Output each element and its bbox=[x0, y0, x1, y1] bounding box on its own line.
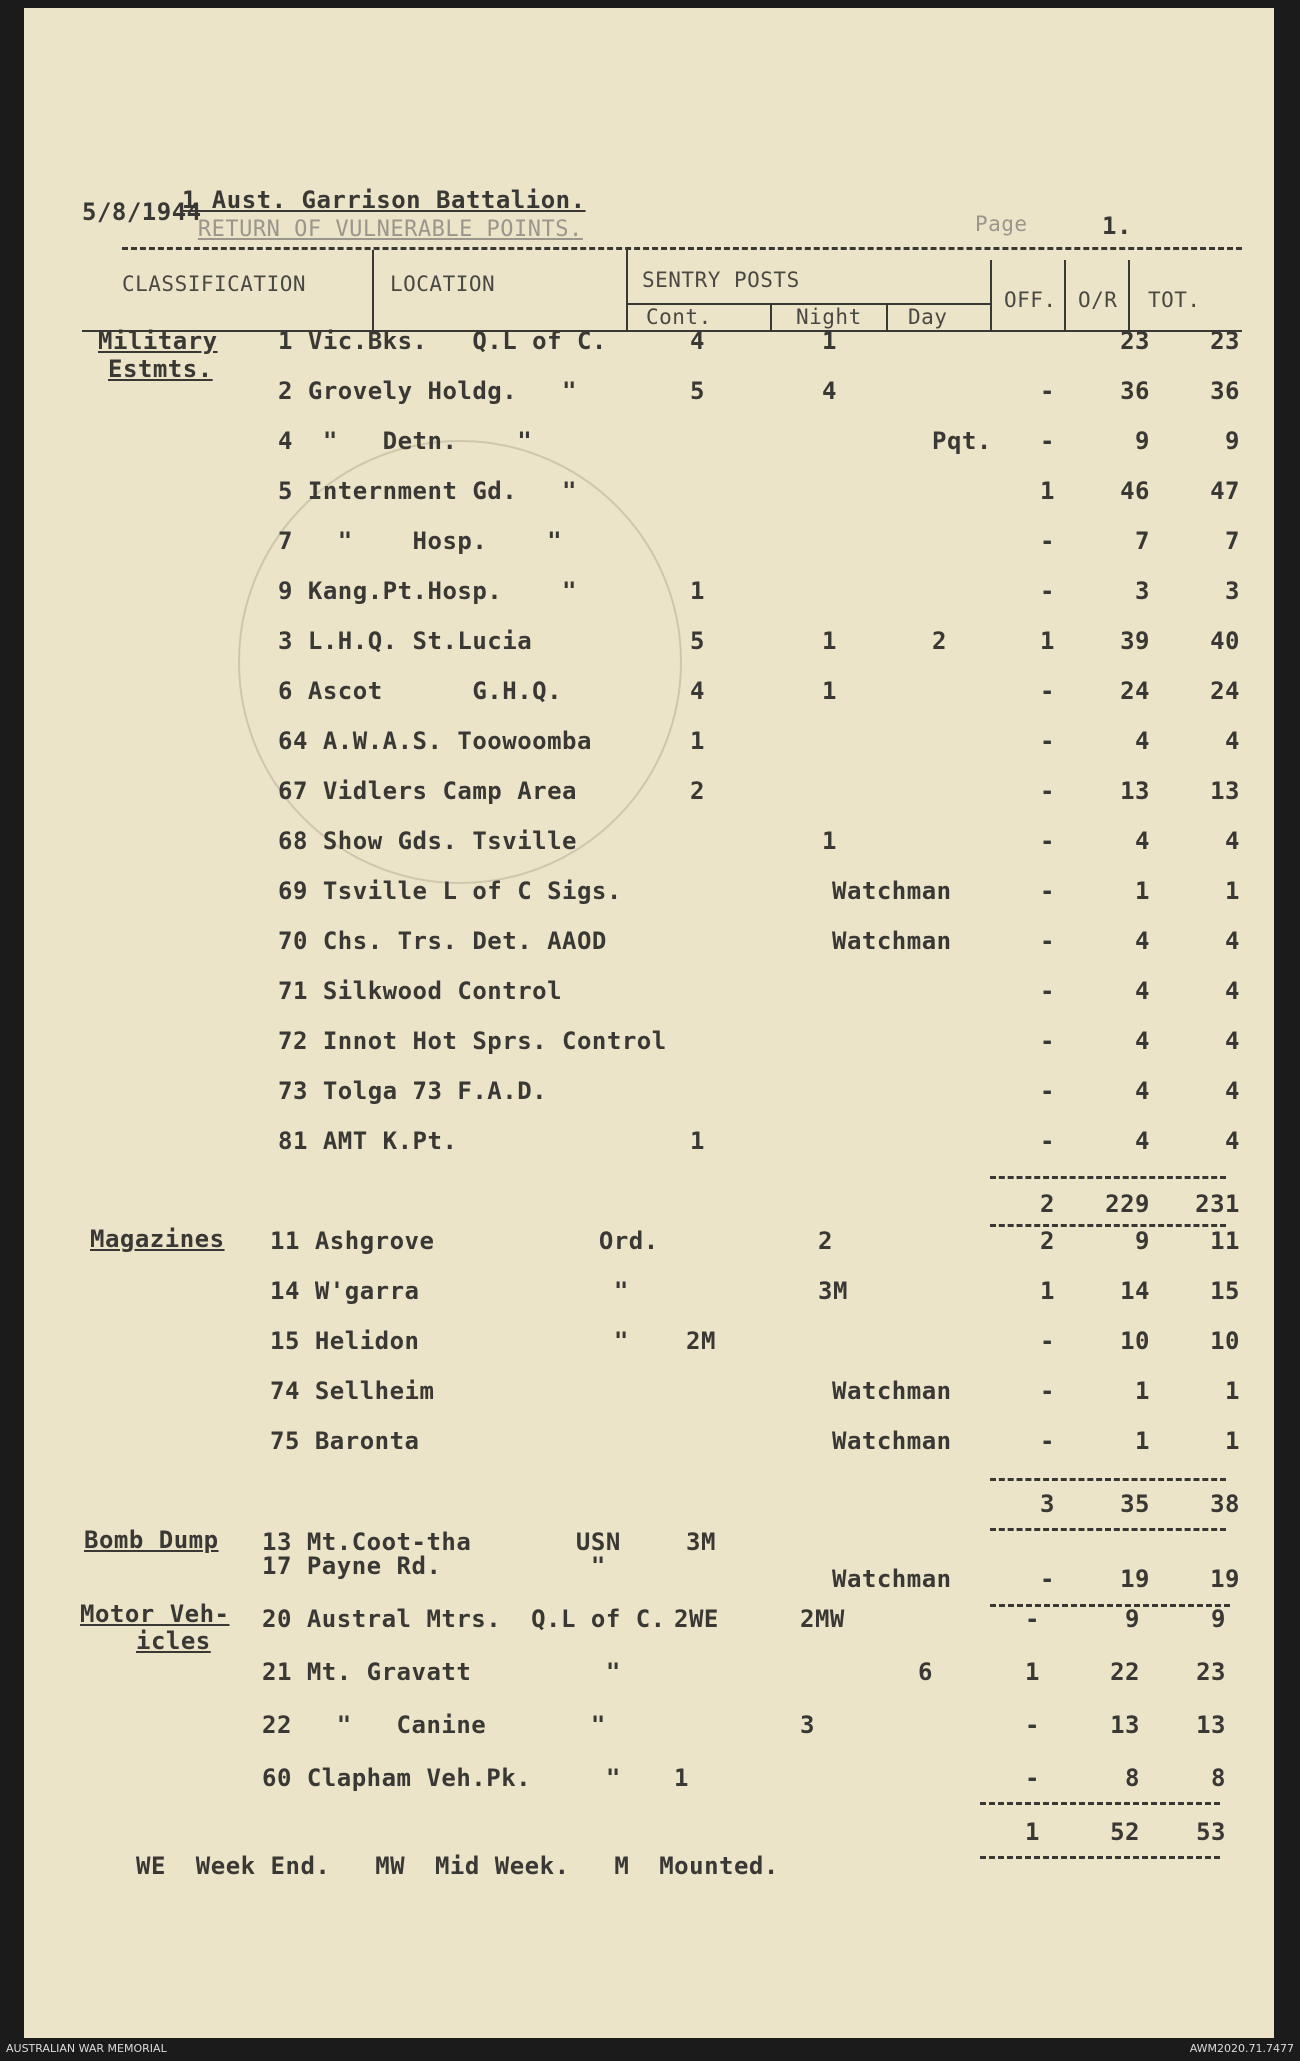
header-divider bbox=[886, 305, 888, 330]
or-cell: 1 bbox=[1135, 1427, 1150, 1455]
col-cont: Cont. bbox=[646, 305, 712, 329]
or-cell: 39 bbox=[1120, 627, 1150, 655]
off-cell: 1 bbox=[1040, 1277, 1055, 1305]
document-date: 5/8/1944 bbox=[82, 198, 202, 226]
night-cell: 4 bbox=[822, 377, 837, 405]
header-divider bbox=[1064, 260, 1066, 330]
total-off: 2 bbox=[1040, 1190, 1055, 1218]
off-cell: - bbox=[1040, 577, 1055, 605]
cont-cell: 4 bbox=[690, 327, 705, 355]
tot-cell: 4 bbox=[1225, 1077, 1240, 1105]
location-cell: 68 Show Gds. Tsville bbox=[278, 827, 577, 855]
or-cell: 22 bbox=[1110, 1658, 1140, 1686]
location-cell: 20 Austral Mtrs. Q.L of C. bbox=[262, 1605, 666, 1633]
off-cell: - bbox=[1040, 527, 1055, 555]
off-cell: - bbox=[1040, 1077, 1055, 1105]
tot-cell: 10 bbox=[1210, 1327, 1240, 1355]
off-cell: - bbox=[1040, 727, 1055, 755]
cont-cell: 3M bbox=[686, 1528, 716, 1556]
col-off: OFF. bbox=[1004, 288, 1057, 312]
or-cell: 4 bbox=[1135, 927, 1150, 955]
cont-cell: 4 bbox=[690, 677, 705, 705]
total-off: 3 bbox=[1040, 1490, 1055, 1518]
cont-cell: 2WE bbox=[674, 1605, 719, 1633]
col-classification: CLASSIFICATION bbox=[122, 272, 307, 296]
col-location: LOCATION bbox=[390, 272, 496, 296]
document-title: RETURN OF VULNERABLE POINTS. bbox=[197, 217, 583, 242]
section-bomb-dump-label: Bomb Dump bbox=[84, 1526, 219, 1554]
tot-cell: 9 bbox=[1211, 1605, 1226, 1633]
off-cell: - bbox=[1040, 927, 1055, 955]
or-cell: 46 bbox=[1120, 477, 1150, 505]
cont-cell: 1 bbox=[674, 1764, 689, 1792]
tot-cell: 4 bbox=[1225, 827, 1240, 855]
or-cell: 24 bbox=[1120, 677, 1150, 705]
off-cell: 1 bbox=[1040, 627, 1055, 655]
night-cell: 2MW bbox=[800, 1605, 845, 1633]
header-divider bbox=[990, 260, 992, 330]
or-cell: 4 bbox=[1135, 727, 1150, 755]
section-motor-label-2: icles bbox=[136, 1627, 211, 1655]
location-cell: 6 Ascot G.H.Q. bbox=[278, 677, 563, 705]
tot-cell: 4 bbox=[1225, 977, 1240, 1005]
day-cell: 6 bbox=[918, 1658, 933, 1686]
tot-cell: 24 bbox=[1210, 677, 1240, 705]
tot-cell: 3 bbox=[1225, 577, 1240, 605]
section-military-label-2: Estmts. bbox=[108, 355, 213, 383]
location-cell: 2 Grovely Holdg. " bbox=[278, 377, 577, 405]
or-cell: 3 bbox=[1135, 577, 1150, 605]
footer-credit: AUSTRALIAN WAR MEMORIAL bbox=[6, 2042, 167, 2055]
col-or: O/R bbox=[1078, 288, 1118, 312]
off-cell: - bbox=[1040, 427, 1055, 455]
tot-cell: 19 bbox=[1210, 1565, 1240, 1593]
or-cell: 7 bbox=[1135, 527, 1150, 555]
night-cell: 1 bbox=[822, 627, 837, 655]
total-tot: 53 bbox=[1196, 1818, 1226, 1846]
cont-cell: 2 bbox=[690, 777, 705, 805]
tot-cell: 47 bbox=[1210, 477, 1240, 505]
or-cell: 9 bbox=[1135, 427, 1150, 455]
off-cell: 1 bbox=[1040, 477, 1055, 505]
or-cell: 9 bbox=[1125, 1605, 1140, 1633]
tot-cell: 23 bbox=[1210, 327, 1240, 355]
tot-cell: 15 bbox=[1210, 1277, 1240, 1305]
off-cell: - bbox=[1040, 827, 1055, 855]
section-military-label: Military bbox=[98, 327, 218, 355]
subtotal-rule bbox=[990, 1176, 1226, 1179]
page-label: Page bbox=[975, 212, 1028, 236]
or-cell: 4 bbox=[1135, 1027, 1150, 1055]
tot-cell: 40 bbox=[1210, 627, 1240, 655]
off-cell: - bbox=[1040, 1127, 1055, 1155]
or-cell: 13 bbox=[1110, 1711, 1140, 1739]
subtotal-rule bbox=[990, 1478, 1226, 1481]
off-cell: - bbox=[1040, 1327, 1055, 1355]
tot-cell: 13 bbox=[1196, 1711, 1226, 1739]
location-cell: 64 A.W.A.S. Toowoomba bbox=[278, 727, 592, 755]
or-cell: 4 bbox=[1135, 977, 1150, 1005]
or-cell: 36 bbox=[1120, 377, 1150, 405]
total-or: 35 bbox=[1120, 1490, 1150, 1518]
night-cell: Watchman bbox=[832, 1377, 952, 1405]
header-divider bbox=[770, 305, 772, 330]
or-cell: 19 bbox=[1120, 1565, 1150, 1593]
tot-cell: 11 bbox=[1210, 1227, 1240, 1255]
location-cell: 67 Vidlers Camp Area bbox=[278, 777, 577, 805]
location-cell: 11 Ashgrove Ord. bbox=[270, 1227, 659, 1255]
location-cell: 7 " Hosp. " bbox=[278, 527, 563, 555]
location-cell: 60 Clapham Veh.Pk. " bbox=[262, 1764, 621, 1792]
location-cell: 21 Mt. Gravatt " bbox=[262, 1658, 621, 1686]
night-cell: Watchman bbox=[832, 1565, 952, 1593]
tot-cell: 9 bbox=[1225, 427, 1240, 455]
tot-cell: 8 bbox=[1211, 1764, 1226, 1792]
tot-cell: 7 bbox=[1225, 527, 1240, 555]
or-cell: 4 bbox=[1135, 1077, 1150, 1105]
cont-cell: 1 bbox=[690, 727, 705, 755]
night-cell: 2 bbox=[818, 1227, 833, 1255]
or-cell: 4 bbox=[1135, 1127, 1150, 1155]
location-cell: 15 Helidon " bbox=[270, 1327, 629, 1355]
location-cell: 13 Mt.Coot-tha USN bbox=[262, 1528, 621, 1556]
or-cell: 14 bbox=[1120, 1277, 1150, 1305]
location-cell: 5 Internment Gd. " bbox=[278, 477, 577, 505]
cont-cell: 5 bbox=[690, 377, 705, 405]
or-cell: 8 bbox=[1125, 1764, 1140, 1792]
unit-title bbox=[152, 158, 586, 242]
header-divider bbox=[626, 250, 628, 330]
night-cell: 1 bbox=[822, 327, 837, 355]
col-sentry-posts: SENTRY POSTS bbox=[642, 268, 800, 292]
night-cell: 1 bbox=[822, 677, 837, 705]
header-rule-top bbox=[122, 247, 1242, 250]
total-tot: 38 bbox=[1210, 1490, 1240, 1518]
off-cell: - bbox=[1040, 777, 1055, 805]
off-cell: - bbox=[1025, 1605, 1040, 1633]
section-motor-label: Motor Veh- bbox=[80, 1600, 230, 1628]
off-cell: 1 bbox=[1025, 1658, 1040, 1686]
or-cell: 1 bbox=[1135, 877, 1150, 905]
footer-bar bbox=[0, 2040, 1300, 2061]
location-cell: 69 Tsville L of C Sigs. bbox=[278, 877, 622, 905]
cont-cell: 5 bbox=[690, 627, 705, 655]
total-off: 1 bbox=[1025, 1818, 1040, 1846]
off-cell: - bbox=[1040, 1427, 1055, 1455]
off-cell: - bbox=[1040, 877, 1055, 905]
legend: WE Week End. MW Mid Week. M Mounted. bbox=[136, 1852, 779, 1880]
off-cell: - bbox=[1040, 1377, 1055, 1405]
location-cell: 72 Innot Hot Sprs. Control bbox=[278, 1027, 667, 1055]
tot-cell: 4 bbox=[1225, 1027, 1240, 1055]
day-cell: 2 bbox=[932, 627, 947, 655]
location-cell: 71 Silkwood Control bbox=[278, 977, 563, 1005]
off-cell: - bbox=[1040, 977, 1055, 1005]
off-cell: - bbox=[1040, 677, 1055, 705]
or-cell: 23 bbox=[1120, 327, 1150, 355]
off-cell: 2 bbox=[1040, 1227, 1055, 1255]
location-cell: 74 Sellheim bbox=[270, 1377, 435, 1405]
subtotal-rule bbox=[980, 1802, 1220, 1805]
tot-cell: 23 bbox=[1196, 1658, 1226, 1686]
footer-id: AWM2020.71.7477 bbox=[1189, 2042, 1294, 2055]
tot-cell: 36 bbox=[1210, 377, 1240, 405]
night-cell: 3 bbox=[800, 1711, 815, 1739]
location-cell: 1 Vic.Bks. Q.L of C. bbox=[278, 327, 607, 355]
location-cell: 9 Kang.Pt.Hosp. " bbox=[278, 577, 577, 605]
off-cell: - bbox=[1025, 1711, 1040, 1739]
header-divider bbox=[372, 250, 374, 330]
or-cell: 1 bbox=[1135, 1377, 1150, 1405]
total-or: 229 bbox=[1105, 1190, 1150, 1218]
location-cell: 22 " Canine " bbox=[262, 1711, 606, 1739]
total-or: 52 bbox=[1110, 1818, 1140, 1846]
col-night: Night bbox=[796, 305, 862, 329]
day-cell: Pqt. bbox=[932, 427, 992, 455]
tot-cell: 4 bbox=[1225, 1127, 1240, 1155]
cont-cell: 1 bbox=[690, 577, 705, 605]
tot-cell: 1 bbox=[1225, 1377, 1240, 1405]
cont-cell: 1 bbox=[690, 1127, 705, 1155]
off-cell: - bbox=[1040, 377, 1055, 405]
tot-cell: 1 bbox=[1225, 877, 1240, 905]
header-divider bbox=[1128, 260, 1130, 330]
location-cell: 4 " Detn. " bbox=[278, 427, 533, 455]
night-cell: Watchman bbox=[832, 927, 952, 955]
subtotal-rule bbox=[990, 1528, 1226, 1531]
or-cell: 4 bbox=[1135, 827, 1150, 855]
location-cell: 17 Payne Rd. " bbox=[262, 1552, 606, 1580]
night-cell: Watchman bbox=[832, 877, 952, 905]
location-cell: 75 Baronta bbox=[270, 1427, 420, 1455]
location-cell: 14 W'garra " bbox=[270, 1277, 629, 1305]
off-cell: - bbox=[1040, 1027, 1055, 1055]
location-cell: 81 AMT K.Pt. bbox=[278, 1127, 458, 1155]
tot-cell: 1 bbox=[1225, 1427, 1240, 1455]
stamp-ring bbox=[238, 440, 682, 884]
or-cell: 13 bbox=[1120, 777, 1150, 805]
tot-cell: 4 bbox=[1225, 927, 1240, 955]
tot-cell: 4 bbox=[1225, 727, 1240, 755]
night-cell: 1 bbox=[822, 827, 837, 855]
section-magazines-label: Magazines bbox=[90, 1225, 225, 1253]
location-cell: 73 Tolga 73 F.A.D. bbox=[278, 1077, 548, 1105]
header-rule-bottom bbox=[82, 330, 1242, 332]
location-cell: 70 Chs. Trs. Det. AAOD bbox=[278, 927, 607, 955]
or-cell: 10 bbox=[1120, 1327, 1150, 1355]
col-day: Day bbox=[908, 305, 948, 329]
total-tot: 231 bbox=[1195, 1190, 1240, 1218]
col-tot: TOT. bbox=[1148, 288, 1201, 312]
off-cell: - bbox=[1040, 1565, 1055, 1593]
night-cell: Watchman bbox=[832, 1427, 952, 1455]
cont-cell: 2M bbox=[686, 1327, 716, 1355]
location-cell: 3 L.H.Q. St.Lucia bbox=[278, 627, 533, 655]
night-cell: 3M bbox=[818, 1277, 848, 1305]
page-number: 1. bbox=[1102, 212, 1132, 240]
tot-cell: 13 bbox=[1210, 777, 1240, 805]
unit-name: 1 Aust. Garrison Battalion. bbox=[181, 186, 586, 214]
or-cell: 9 bbox=[1135, 1227, 1150, 1255]
subtotal-rule bbox=[980, 1856, 1220, 1859]
off-cell: - bbox=[1025, 1764, 1040, 1792]
